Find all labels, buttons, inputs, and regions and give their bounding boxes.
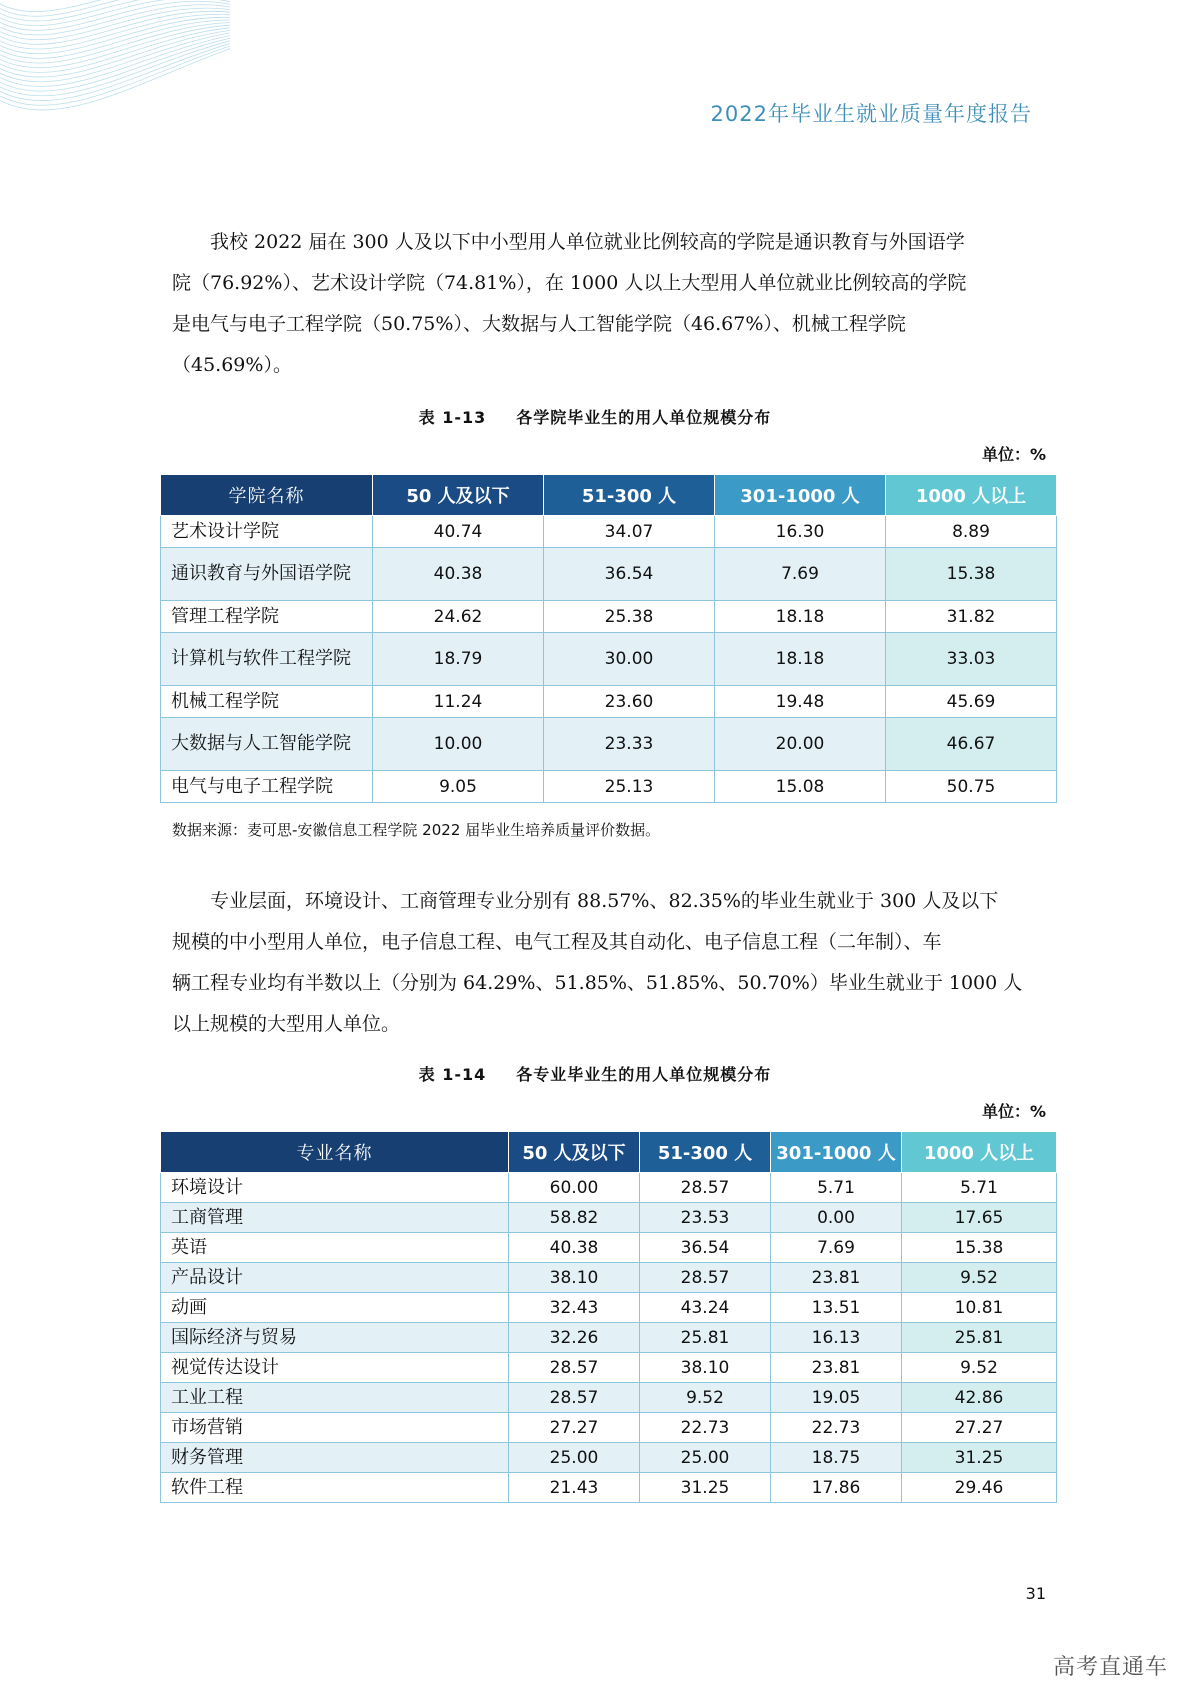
- table-row: [161, 1323, 1057, 1353]
- table-row: [161, 548, 1057, 601]
- watermark-text: 高考直通车: [1052, 1655, 1168, 1680]
- value-cell: 23.53: [640, 1203, 771, 1233]
- table-row: [161, 601, 1057, 633]
- value-cell: 15.38: [886, 548, 1057, 601]
- value-cell: 18.75: [771, 1443, 902, 1473]
- value-cell: 7.69: [715, 548, 886, 601]
- column-header: 50 人及以下: [509, 1132, 640, 1173]
- table-row: [161, 1473, 1057, 1503]
- value-cell: 40.74: [373, 516, 544, 548]
- table-row: [161, 1293, 1057, 1323]
- table-row: [161, 1353, 1057, 1383]
- value-cell: 30.00: [544, 633, 715, 686]
- table-14-unit: 单位：%: [981, 1102, 1046, 1121]
- value-cell: 5.71: [771, 1173, 902, 1203]
- value-cell: 22.73: [640, 1413, 771, 1443]
- row-name-cell: 计算机与软件工程学院: [161, 633, 373, 686]
- table-row: [161, 1263, 1057, 1293]
- column-header: 1000 人以上: [902, 1132, 1057, 1173]
- paragraph-line: 院（76.92%）、艺术设计学院（74.81%），在 1000 人以上大型用人单位就业比例较高的学院: [172, 272, 967, 294]
- column-header: 1000 人以上: [886, 475, 1057, 516]
- value-cell: 25.00: [640, 1443, 771, 1473]
- value-cell: 18.18: [715, 633, 886, 686]
- row-name-cell: 软件工程: [161, 1473, 509, 1503]
- table-header-row: [161, 475, 1057, 516]
- value-cell: 7.69: [771, 1233, 902, 1263]
- table-14-number: 表 1-14: [418, 1065, 487, 1084]
- value-cell: 42.86: [902, 1383, 1057, 1413]
- table-row: [161, 633, 1057, 686]
- value-cell: 45.69: [886, 686, 1057, 718]
- paragraph-major-summary: [172, 881, 1038, 1045]
- table-row: [161, 718, 1057, 771]
- row-name-cell: 国际经济与贸易: [161, 1323, 509, 1353]
- report-header-title: 2022年毕业生就业质量年度报告: [710, 102, 1032, 126]
- value-cell: 60.00: [509, 1173, 640, 1203]
- value-cell: 31.25: [902, 1443, 1057, 1473]
- table-row: [161, 1413, 1057, 1443]
- paragraph-line: 是电气与电子工程学院（50.75%）、大数据与人工智能学院（46.67%）、机械工程学院: [172, 313, 906, 335]
- value-cell: 17.86: [771, 1473, 902, 1503]
- row-name-cell: 大数据与人工智能学院: [161, 718, 373, 771]
- value-cell: 19.48: [715, 686, 886, 718]
- table-row: [161, 686, 1057, 718]
- value-cell: 40.38: [509, 1233, 640, 1263]
- value-cell: 25.13: [544, 771, 715, 803]
- decorative-wave-lines: [0, 0, 230, 120]
- table-row: [161, 516, 1057, 548]
- table-13-data-source: 数据来源：麦可思-安徽信息工程学院 2022 届毕业生培养质量评价数据。: [172, 821, 661, 839]
- value-cell: 19.05: [771, 1383, 902, 1413]
- table-row: [161, 1233, 1057, 1263]
- value-cell: 23.33: [544, 718, 715, 771]
- value-cell: 25.00: [509, 1443, 640, 1473]
- value-cell: 40.38: [373, 548, 544, 601]
- value-cell: 38.10: [509, 1263, 640, 1293]
- value-cell: 9.52: [640, 1383, 771, 1413]
- table-14-title: 各专业毕业生的用人单位规模分布: [516, 1065, 772, 1084]
- value-cell: 43.24: [640, 1293, 771, 1323]
- table-row: [161, 1173, 1057, 1203]
- value-cell: 33.03: [886, 633, 1057, 686]
- row-name-cell: 通识教育与外国语学院: [161, 548, 373, 601]
- table-college-employer-size: [160, 474, 1057, 803]
- value-cell: 25.81: [902, 1323, 1057, 1353]
- value-cell: 25.38: [544, 601, 715, 633]
- value-cell: 0.00: [771, 1203, 902, 1233]
- paragraph-line: 辆工程专业均有半数以上（分别为 64.29%、51.85%、51.85%、50.70%）毕业生就业于 1000 人: [172, 972, 1023, 994]
- table-row: [161, 771, 1057, 803]
- value-cell: 18.18: [715, 601, 886, 633]
- value-cell: 31.25: [640, 1473, 771, 1503]
- row-name-cell: 市场营销: [161, 1413, 509, 1443]
- page-number: 31: [1025, 1584, 1046, 1603]
- value-cell: 36.54: [640, 1233, 771, 1263]
- value-cell: 10.00: [373, 718, 544, 771]
- value-cell: 23.60: [544, 686, 715, 718]
- paragraph-line: 以上规模的大型用人单位。: [172, 1013, 401, 1035]
- table-major-employer-size: [160, 1131, 1057, 1503]
- value-cell: 28.57: [640, 1173, 771, 1203]
- value-cell: 29.46: [902, 1473, 1057, 1503]
- row-name-cell: 机械工程学院: [161, 686, 373, 718]
- row-name-cell: 管理工程学院: [161, 601, 373, 633]
- row-name-cell: 财务管理: [161, 1443, 509, 1473]
- column-header: 301-1000 人: [771, 1132, 902, 1173]
- column-header: 学院名称: [161, 475, 373, 516]
- value-cell: 15.08: [715, 771, 886, 803]
- paragraph-line: 规模的中小型用人单位，电子信息工程、电气工程及其自动化、电子信息工程（二年制）、车: [172, 931, 942, 953]
- row-name-cell: 工商管理: [161, 1203, 509, 1233]
- table-13-unit: 单位：%: [981, 445, 1046, 464]
- value-cell: 11.24: [373, 686, 544, 718]
- paragraph-line: （45.69%）。: [172, 354, 292, 376]
- row-name-cell: 视觉传达设计: [161, 1353, 509, 1383]
- value-cell: 25.81: [640, 1323, 771, 1353]
- column-header: 301-1000 人: [715, 475, 886, 516]
- value-cell: 46.67: [886, 718, 1057, 771]
- value-cell: 50.75: [886, 771, 1057, 803]
- value-cell: 5.71: [902, 1173, 1057, 1203]
- value-cell: 28.57: [509, 1353, 640, 1383]
- table-13-number: 表 1-13: [418, 408, 487, 427]
- row-name-cell: 艺术设计学院: [161, 516, 373, 548]
- value-cell: 36.54: [544, 548, 715, 601]
- paragraph-line: 专业层面，环境设计、工商管理专业分别有 88.57%、82.35%的毕业生就业于 300 人及以下: [210, 890, 999, 912]
- value-cell: 8.89: [886, 516, 1057, 548]
- row-name-cell: 电气与电子工程学院: [161, 771, 373, 803]
- value-cell: 22.73: [771, 1413, 902, 1443]
- value-cell: 21.43: [509, 1473, 640, 1503]
- row-name-cell: 产品设计: [161, 1263, 509, 1293]
- value-cell: 27.27: [902, 1413, 1057, 1443]
- row-name-cell: 英语: [161, 1233, 509, 1263]
- value-cell: 10.81: [902, 1293, 1057, 1323]
- value-cell: 20.00: [715, 718, 886, 771]
- table-row: [161, 1203, 1057, 1233]
- column-header: 51-300 人: [640, 1132, 771, 1173]
- value-cell: 32.43: [509, 1293, 640, 1323]
- table-row: [161, 1443, 1057, 1473]
- value-cell: 32.26: [509, 1323, 640, 1353]
- table-13-title: 各学院毕业生的用人单位规模分布: [516, 408, 772, 427]
- value-cell: 18.79: [373, 633, 544, 686]
- value-cell: 17.65: [902, 1203, 1057, 1233]
- paragraph-line: 我校 2022 届在 300 人及以下中小型用人单位就业比例较高的学院是通识教育与外国语学: [210, 231, 965, 253]
- value-cell: 58.82: [509, 1203, 640, 1233]
- value-cell: 34.07: [544, 516, 715, 548]
- column-header: 50 人及以下: [373, 475, 544, 516]
- value-cell: 9.05: [373, 771, 544, 803]
- value-cell: 23.81: [771, 1263, 902, 1293]
- row-name-cell: 工业工程: [161, 1383, 509, 1413]
- column-header: 51-300 人: [544, 475, 715, 516]
- value-cell: 13.51: [771, 1293, 902, 1323]
- column-header: 专业名称: [161, 1132, 509, 1173]
- table-row: [161, 1383, 1057, 1413]
- value-cell: 31.82: [886, 601, 1057, 633]
- value-cell: 15.38: [902, 1233, 1057, 1263]
- paragraph-college-summary: [172, 222, 1038, 386]
- value-cell: 9.52: [902, 1353, 1057, 1383]
- value-cell: 16.30: [715, 516, 886, 548]
- table-14-caption: [0, 1062, 1190, 1085]
- value-cell: 16.13: [771, 1323, 902, 1353]
- row-name-cell: 环境设计: [161, 1173, 509, 1203]
- value-cell: 23.81: [771, 1353, 902, 1383]
- value-cell: 28.57: [640, 1263, 771, 1293]
- value-cell: 27.27: [509, 1413, 640, 1443]
- table-header-row: [161, 1132, 1057, 1173]
- table-13-caption: [0, 405, 1190, 428]
- value-cell: 28.57: [509, 1383, 640, 1413]
- value-cell: 38.10: [640, 1353, 771, 1383]
- value-cell: 24.62: [373, 601, 544, 633]
- value-cell: 9.52: [902, 1263, 1057, 1293]
- row-name-cell: 动画: [161, 1293, 509, 1323]
